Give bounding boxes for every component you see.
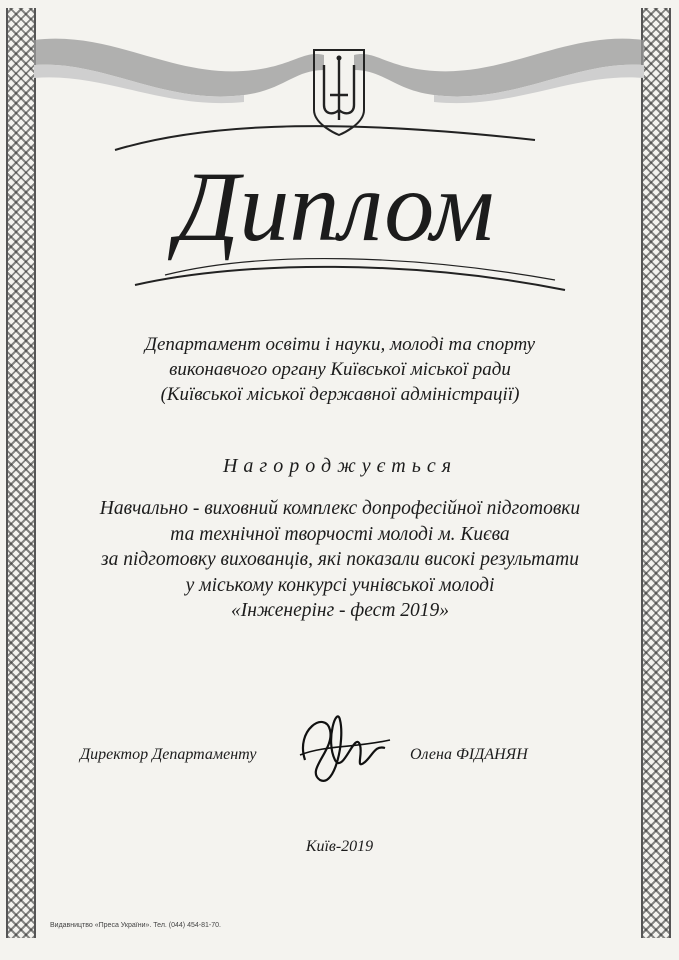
- printer-imprint: Видавництво «Преса України». Тел. (044) 454-81-70.: [50, 922, 221, 929]
- signatory-position: Директор Департаменту: [80, 746, 257, 763]
- department-block: [60, 332, 620, 407]
- department-line: (Київської міської державної адміністрації): [160, 384, 520, 405]
- signatory-name: Олена ФІДАНЯН: [410, 746, 528, 763]
- place-year: Київ-2019: [305, 838, 374, 855]
- signature-row: [80, 740, 600, 790]
- recipient-line: Навчально - виховний комплекс допрофесійної підготовки: [99, 498, 581, 519]
- recipient-line: та технічної творчості молоді м. Києва: [170, 523, 510, 545]
- diploma-title-text: Диплом: [175, 151, 495, 262]
- department-line: виконавчого органу Київської міської ради: [169, 359, 511, 380]
- diploma-title: [95, 110, 575, 300]
- recipient-line: за підготовку вихованців, які показали високі результати: [100, 549, 580, 570]
- recipient-line: «Інженерінг - фест 2019»: [230, 600, 450, 621]
- signature: [285, 700, 395, 790]
- right-ornament-border: [641, 8, 671, 938]
- department-line: Департамент освіти і науки, молоді та спорту: [144, 334, 536, 355]
- left-ornament-border: [6, 8, 36, 938]
- recipient-block: [60, 496, 620, 624]
- recipient-line: у міському конкурсі учнівської молоді: [185, 574, 495, 596]
- awarded-heading: Нагороджується: [222, 455, 458, 477]
